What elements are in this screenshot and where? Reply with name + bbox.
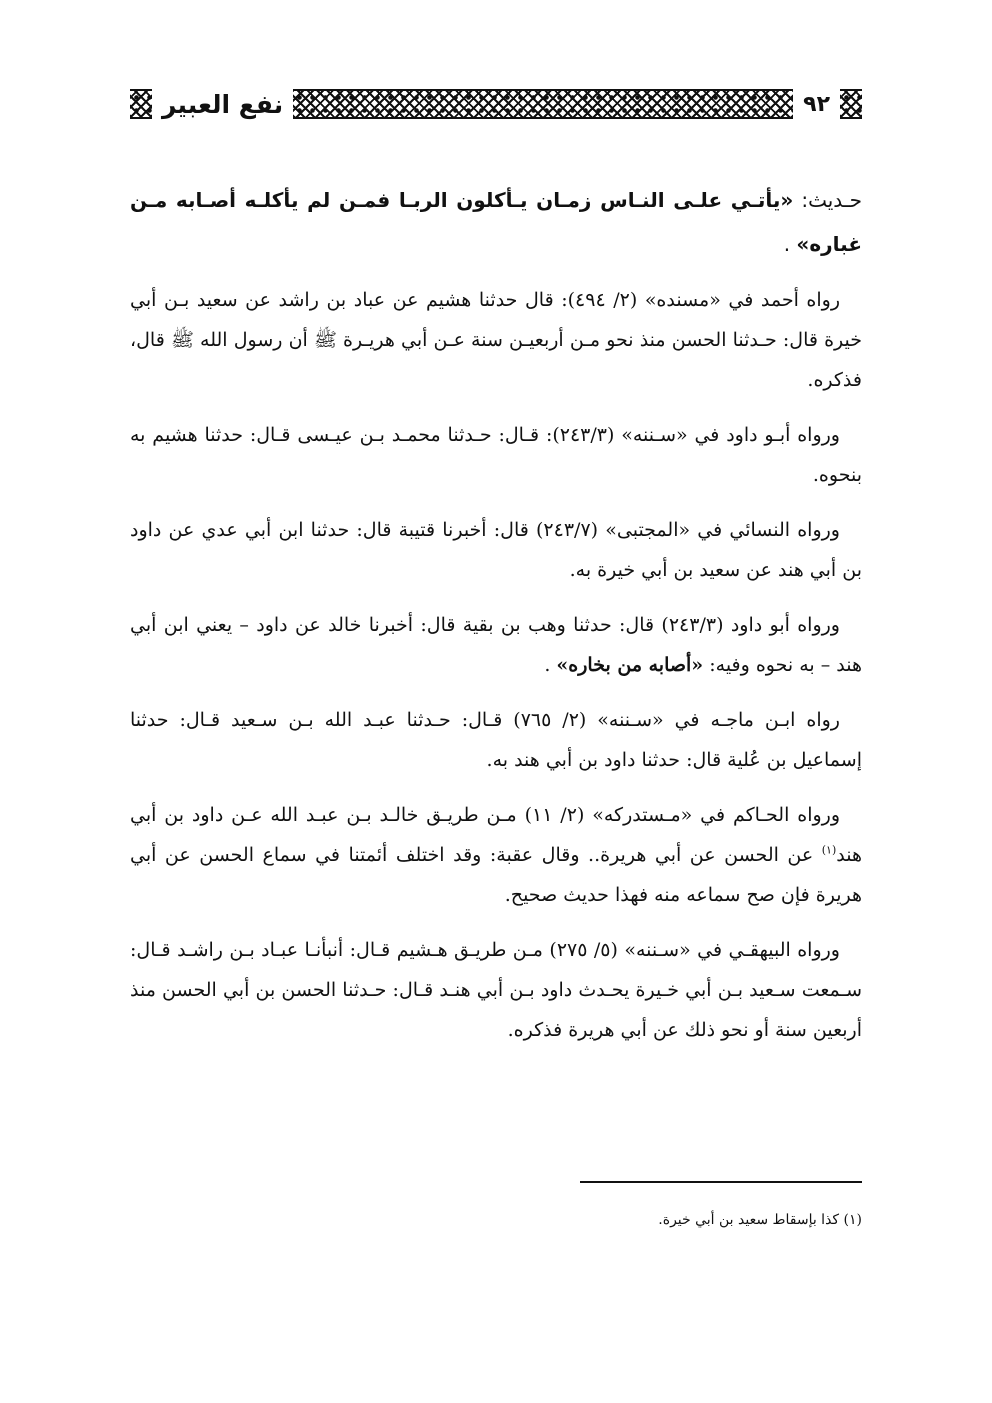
footnote-marker[interactable]: (١) [821, 843, 837, 857]
paragraph-end: . [544, 654, 557, 676]
paragraph-nasai: ورواه النسائي في «المجتبى» (٢٤٣/٧) قال: أخبرنا قتيبة قال: حدثنا ابن أبي عدي عن داود بن أبي هند عن سعيد بن أبي خيرة به. [130, 519, 862, 581]
paragraph-text-cont: عن الحسن عن أبي هريرة.. وقال عقبة: وقد اختلف أئمتنا في سماع الحسن عن أبي هريرة فإن صح سماعه منه فهذا حديث صحيح. [130, 844, 862, 906]
paragraph-text: ورواه أبو داود (٢٤٣/٣) قال: حدثنا وهب بن بقية قال: أخبرنا خالد عن داود – يعني ابن أبي هند – به نحوه وفيه: [130, 614, 862, 676]
bold-quote: «أصابه من بخاره» [556, 654, 704, 676]
footnote: (١) كذا بإسقاط سعيد بن أبي خيرة. [658, 1212, 862, 1228]
page-body [130, 178, 862, 1065]
ornament-icon [130, 89, 152, 119]
hadith-text: «يأتـي علـى النـاس زمـان يـأكلون الربـا فمـن لم يأكلـه أصـابه مـن غباره» [130, 188, 862, 256]
paragraph-bayhaqi: ورواه البيهقـي في «سـننه» (٥/ ٢٧٥) مـن طريـق هـشيم قـال: أنبأنـا عبـاد بـن راشـد قـال: سـمعت سـعيد بـن أبي خـيرة يحـدث داود بـن أبي هنـد قـال: حـدثنا الحسن بن أبي الحسن منذ أربعين سنة أو نحو ذلك عن أبي هريرة فذكره. [130, 939, 862, 1041]
footnote-divider [580, 1181, 862, 1183]
paragraph-abudawud-1: ورواه أبـو داود في «سـننه» (٢٤٣/٣): قـال: حـدثنا محمـد بـن عيـسى قـال: حدثنا هشيم به بنحوه. [130, 424, 862, 486]
ornament-band-icon [293, 89, 793, 119]
hadith-heading [130, 178, 862, 266]
ornament-icon [840, 89, 862, 119]
paragraph-abudawud-2 [130, 605, 862, 685]
paragraph-ibnmajah: رواه ابـن ماجـه في «سـننه» (٢/ ٧٦٥) قـال: حـدثنا عبـد الله بـن سـعيد قـال: حدثنا إسماعيل بن عُلية قال: حدثنا داود بن أبي هند به. [130, 709, 862, 771]
book-title: نفع العبير [162, 89, 284, 119]
paragraph-hakim [130, 795, 862, 915]
page-number: ٩٢ [803, 91, 830, 117]
hadith-end: . [783, 232, 797, 256]
page-header [130, 84, 862, 124]
paragraph-text: ورواه الحـاكم في «مـستدركه» (٢/ ١١) مـن طريـق خالـد بـن عبـد الله عـن داود بن أبي هند [130, 804, 862, 866]
hadith-label: حـديث: [801, 188, 862, 212]
paragraph-ahmad: رواه أحمد في «مسنده» (٢/ ٤٩٤): قال حدثنا هشيم عن عباد بن راشد عن سعيد بـن أبي خيرة قال: حـدثنا الحسن منذ نحو مـن أربعيـن سنة عـن أبي هريـرة ﷺ أن رسول الله ﷺ قال، فذكره. [130, 289, 862, 391]
